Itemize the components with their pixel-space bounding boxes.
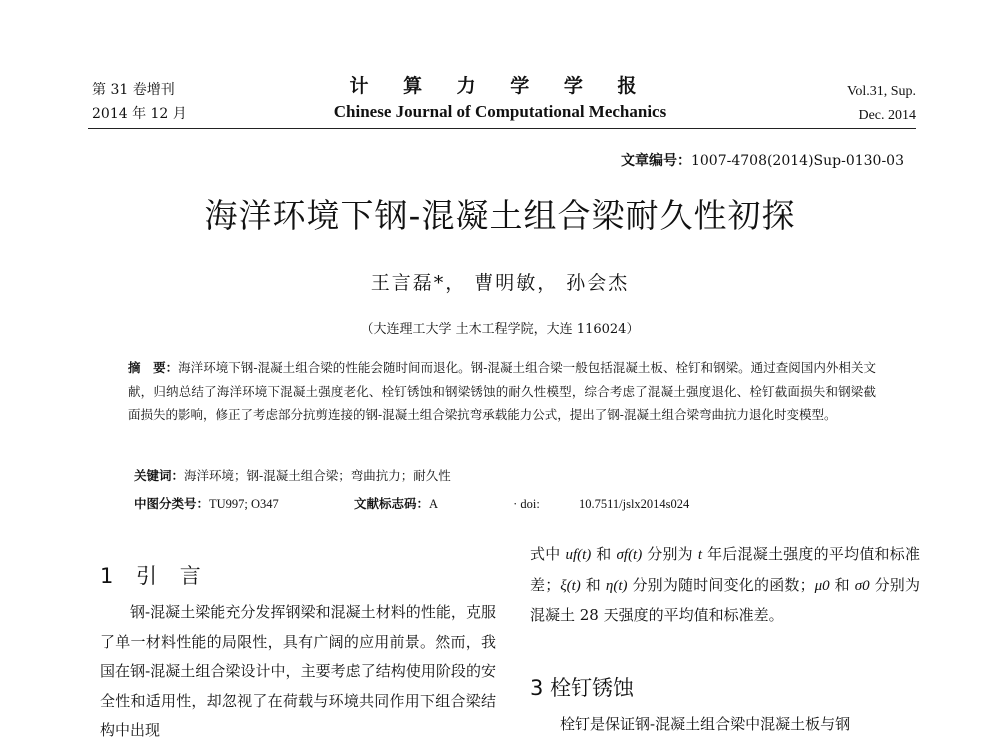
paper-title: 海洋环境下钢-混凝土组合梁耐久性初探: [204, 196, 796, 235]
volume-cn: 第 31 卷增刊: [92, 82, 175, 98]
abstract-label: 摘 要：: [128, 360, 179, 375]
text-run: 和: [580, 575, 606, 594]
affiliation: （大连理工大学 土木工程学院，大连 116024）: [360, 322, 640, 337]
right-column-paragraph: [530, 540, 920, 631]
doi-label: doi:: [520, 497, 540, 511]
header-rule: [88, 128, 916, 129]
section-3-text: 栓钉是保证钢-混凝土组合梁中混凝土板与钢: [560, 715, 851, 733]
clc-label: 中图分类号：: [134, 496, 210, 511]
article-number-label: 文章编号：: [620, 153, 691, 169]
abstract: [128, 356, 876, 427]
journal-name-cn: 计 算 力 学 学 报: [349, 75, 651, 97]
text-run: 分别为: [642, 545, 698, 563]
article-number: [621, 150, 904, 170]
symbol-sigma-f: σf(t): [616, 547, 643, 563]
symbol-uf: uf(t): [565, 547, 592, 563]
authors: 王言磊*， 曹明敏， 孙会杰: [370, 272, 630, 294]
symbol-t: t: [697, 547, 703, 563]
date-en: Dec. 2014: [858, 108, 916, 123]
keywords: [134, 466, 451, 484]
keywords-label: 关键词：: [134, 468, 185, 483]
doi-value: 10.7511/jslx2014s024: [578, 497, 690, 511]
abstract-text: 海洋环境下钢-混凝土组合梁的性能会随时间而退化。钢-混凝土组合梁一般包括混凝土板、栓钉和钢梁。通过查阅国内外相关文献，归纳总结了海洋环境下混凝土强度老化、栓钉锈蚀和钢梁锈蚀的耐久性模型，综合考虑了混凝土强度退化、栓钉截面损失和钢梁截面损失的影响，修正了考虑部分抗剪连接的钢-混凝土组合梁抗弯承载能力公式，提出了钢-混凝土组合梁弯曲抗力退化时变模型。: [128, 360, 876, 422]
clc-value: TU997; O347: [209, 497, 279, 511]
keywords-text: 海洋环境；钢-混凝土组合梁；弯曲抗力；耐久性: [184, 468, 451, 483]
text-run: 分别为随时间变化的函数；: [627, 575, 815, 594]
section-1-heading: 1 引 言: [100, 564, 209, 588]
classification-line: 中图分类号：TU997; O347 文献标志码：A · doi: 10.7511/jslx2014s024: [134, 496, 690, 511]
doc-code-value: A: [428, 497, 438, 511]
article-number-value: 1007-4708(2014)Sup-0130-03: [690, 153, 904, 169]
header-right: [847, 80, 916, 128]
text-run: 和: [829, 575, 855, 594]
text-run: 式中: [530, 545, 566, 563]
text-run: 分别为混凝土 28 天强度的平均值和标准差。: [530, 575, 920, 624]
text-run: 年后混凝土强度的平均值和标准差；: [530, 545, 920, 594]
doc-code-label: 文献标志码：: [353, 496, 429, 511]
text-run: 和: [591, 545, 617, 563]
symbol-sigma0: σ0: [854, 577, 870, 594]
symbol-xi: ξ(t): [560, 577, 581, 594]
volume-en: Vol.31, Sup.: [847, 84, 916, 99]
symbol-mu0: μ0: [814, 577, 830, 594]
section-1-text: 钢-混凝土梁能充分发挥钢梁和混凝土材料的性能，克服了单一材料性能的局限性，具有广阔的应用前景。然而，我国在钢-混凝土组合梁设计中，主要考虑了结构使用阶段的安全性和适用性，却忽视了在荷载与环境共同作用下组合梁结构中出现: [100, 603, 496, 739]
journal-name-en: Chinese Journal of Computational Mechanics: [333, 102, 667, 121]
symbol-eta: η(t): [605, 577, 628, 594]
date-cn: 2014 年 12 月: [92, 106, 187, 122]
section-3-heading: 3 栓钉锈蚀: [530, 676, 635, 700]
